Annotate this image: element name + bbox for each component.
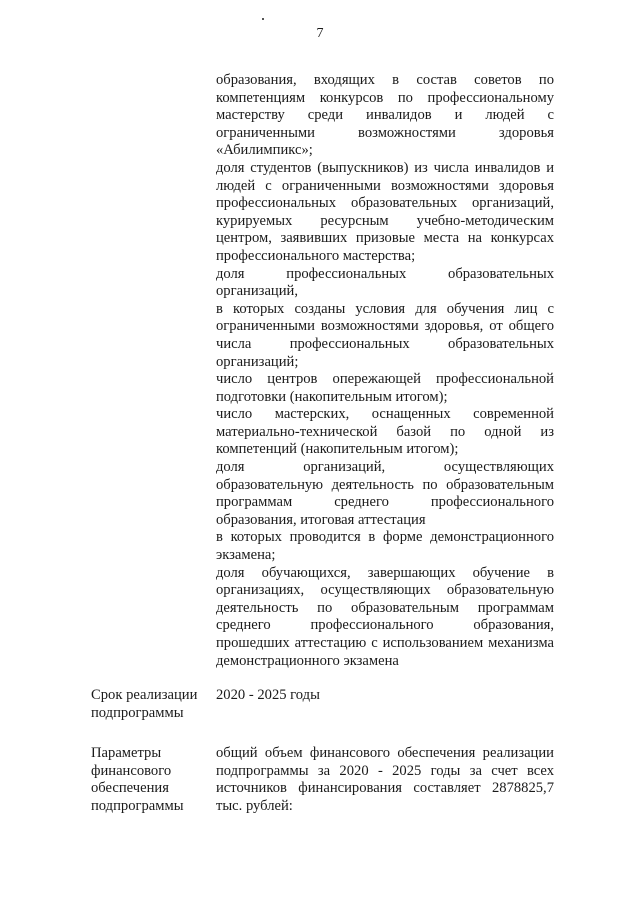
indicators-list [216, 72, 554, 670]
page-number: 7 [316, 26, 324, 41]
indicator-item: доля организаций, осуществляющих образовательную деятельность по образовательным программам среднего профессионального образования, итоговая аттестация [216, 459, 554, 528]
indicator-item: доля обучающихся, завершающих обучение в организациях, осуществляющих образовательную деятельность по образовательным программам среднего профессионального образования, прошедших аттестацию с использованием механизма демонстрационного экзамена [216, 564, 554, 669]
indicator-item: число центров опережающей профессиональной подготовки (накопительным итогом); [216, 371, 554, 405]
indicator-item: доля профессиональных образовательных организаций, [216, 265, 554, 300]
period-value [216, 687, 554, 705]
finance-value-text: общий объем финансового обеспечения реализации подпрограммы за 2020 - 2025 годы за счет всех источников финансирования составляет 2878825,7 тыс. рублей: [216, 745, 554, 814]
period-label-text: Срок реализации подпрограммы [91, 687, 198, 721]
indicator-item: в которых созданы условия для обучения лиц с ограниченными возможностями здоровья, от общего числа профессиональных образовательных организаций; [216, 300, 554, 370]
finance-value [216, 745, 554, 815]
indicator-item: число мастерских, оснащенных современной материально-технической базой по одной из компетенций (накопительным итогом); [216, 406, 554, 458]
finance-label [91, 745, 215, 815]
finance-label-text: Параметры финансового обеспечения подпрограммы [91, 745, 184, 814]
indicator-item: доля студентов (выпускников) из числа инвалидов и людей с ограниченными возможностями здоровья профессиональных образовательных организаций, курируемых ресурсным учебно-методическим центром, заявивших призовые места на конкурсах профессионального мастерства; [216, 159, 554, 264]
scan-speck [262, 18, 264, 20]
indicator-item: образования, входящих в состав советов по компетенциям конкурсов по профессиональному мастерству среди инвалидов и людей с ограниченными возможностями здоровья «Абилимпикс»; [216, 72, 554, 159]
period-label [91, 687, 215, 722]
period-value-text: 2020 - 2025 годы [216, 687, 320, 703]
indicator-item: в которых проводится в форме демонстрационного экзамена; [216, 529, 554, 564]
